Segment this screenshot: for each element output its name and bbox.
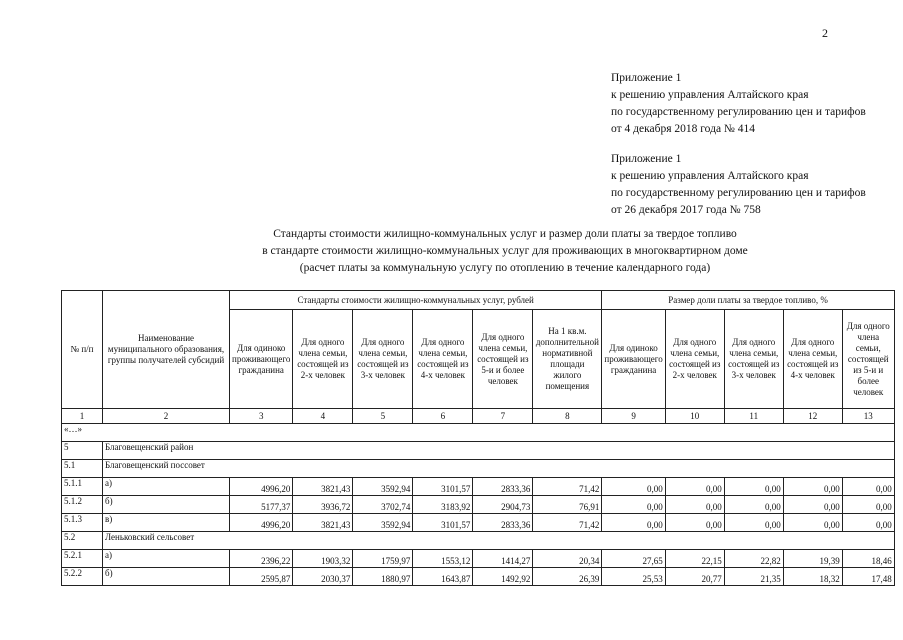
header-share-col: Для одиноко проживающего гражданина (602, 310, 665, 409)
ellipsis-row: «…» (62, 424, 895, 442)
row-code: 5.1.1 (62, 478, 103, 496)
table-cell: 22,82 (724, 550, 783, 568)
table-cell: 18,46 (842, 550, 894, 568)
table-cell: 0,00 (842, 496, 894, 514)
table-cell: 3702,74 (353, 496, 413, 514)
column-number: 9 (602, 409, 665, 424)
column-number: 5 (353, 409, 413, 424)
table-cell: 4996,20 (230, 514, 293, 532)
row-code: 5.2.1 (62, 550, 103, 568)
table-cell: 0,00 (665, 514, 724, 532)
table-row (62, 514, 895, 532)
header-number: № п/п (62, 291, 103, 409)
table-cell: 0,00 (602, 496, 665, 514)
header-std-col: Для одного члена семьи, состоящей из 3-х человек (353, 310, 413, 409)
table-cell: 1553,12 (413, 550, 473, 568)
column-number: 8 (533, 409, 602, 424)
table-cell: 0,00 (665, 478, 724, 496)
table-cell: 0,00 (783, 478, 842, 496)
table-row (62, 478, 895, 496)
table-row (62, 496, 895, 514)
appendix-current (611, 70, 866, 138)
row-label: в) (103, 514, 230, 532)
table-cell: 4996,20 (230, 478, 293, 496)
appendix-previous-line4: от 26 декабря 2017 года № 758 (611, 204, 761, 216)
table-cell: 18,32 (783, 568, 842, 586)
table-cell: 1643,87 (413, 568, 473, 586)
table-cell: 71,42 (533, 514, 602, 532)
table-cell: 2595,87 (230, 568, 293, 586)
table-cell: 3821,43 (293, 478, 353, 496)
section-name: Леньковский сельсовет (103, 532, 895, 550)
table-cell: 0,00 (724, 496, 783, 514)
title-line3: (расчет платы за коммунальную услугу по отоплению в течение календарного года) (299, 262, 711, 274)
table-cell: 0,00 (602, 514, 665, 532)
header-share-col: Для одного члена семьи, состоящей из 4-х человек (783, 310, 842, 409)
column-number: 3 (230, 409, 293, 424)
table-cell: 1414,27 (473, 550, 533, 568)
row-label: б) (103, 568, 230, 586)
column-number: 4 (293, 409, 353, 424)
header-std-col: Для одиноко проживающего гражданина (230, 310, 293, 409)
table-cell: 21,35 (724, 568, 783, 586)
row-label: а) (103, 550, 230, 568)
header-std-col: На 1 кв.м. дополнительной нормативной площади жилого помещения (533, 310, 602, 409)
table-cell: 3592,94 (353, 514, 413, 532)
section-code: 5.2 (62, 532, 103, 550)
table-cell: 0,00 (665, 496, 724, 514)
header-std-col: Для одного члена семьи, состоящей из 5-и и более человек (473, 310, 533, 409)
table-cell: 76,91 (533, 496, 602, 514)
header-std-col: Для одного члена семьи, состоящей из 4-х человек (413, 310, 473, 409)
appendix-current-line3: по государственному регулированию цен и тарифов (611, 106, 866, 118)
table-cell: 3101,57 (413, 478, 473, 496)
table-row (62, 568, 895, 586)
appendix-previous-line3: по государственному регулированию цен и тарифов (611, 187, 866, 199)
table-cell: 0,00 (602, 478, 665, 496)
row-code: 5.2.2 (62, 568, 103, 586)
column-number: 6 (413, 409, 473, 424)
table-row (62, 550, 895, 568)
table-cell: 0,00 (783, 496, 842, 514)
table-cell: 2833,36 (473, 514, 533, 532)
page-number: 2 (822, 26, 828, 40)
table-cell: 2030,37 (293, 568, 353, 586)
table-cell: 1492,92 (473, 568, 533, 586)
table-cell: 3592,94 (353, 478, 413, 496)
table-cell: 25,53 (602, 568, 665, 586)
appendix-previous-line1: Приложение 1 (611, 153, 682, 165)
table-cell: 20,34 (533, 550, 602, 568)
row-label: а) (103, 478, 230, 496)
row-code: 5.1.3 (62, 514, 103, 532)
appendix-previous-line2: к решению управления Алтайского края (611, 170, 809, 182)
table-cell: 0,00 (783, 514, 842, 532)
table-cell: 5177,37 (230, 496, 293, 514)
row-code: 5.1.2 (62, 496, 103, 514)
table-cell: 22,15 (665, 550, 724, 568)
table-cell: 2396,22 (230, 550, 293, 568)
document-title (225, 226, 785, 277)
appendix-previous (611, 151, 866, 219)
row-label: б) (103, 496, 230, 514)
table-cell: 0,00 (842, 514, 894, 532)
section-name: Благовещенский район (103, 442, 895, 460)
column-number: 2 (103, 409, 230, 424)
table-cell: 0,00 (842, 478, 894, 496)
table-cell: 3183,92 (413, 496, 473, 514)
table-cell: 3936,72 (293, 496, 353, 514)
header-share-col: Для одного члена семьи, состоящей из 5-и и более человек (842, 310, 894, 409)
table-cell: 0,00 (724, 514, 783, 532)
table-cell: 2833,36 (473, 478, 533, 496)
table-cell: 26,39 (533, 568, 602, 586)
appendix-current-line1: Приложение 1 (611, 72, 682, 84)
header-group-share: Размер доли платы за твердое топливо, % (602, 291, 894, 310)
section-code: 5 (62, 442, 103, 460)
title-line2: в стандарте стоимости жилищно-коммунальных услуг для проживающих в многоквартирном доме (262, 245, 748, 257)
standards-table (61, 290, 895, 586)
column-number: 10 (665, 409, 724, 424)
table-cell: 1903,32 (293, 550, 353, 568)
table-cell: 2904,73 (473, 496, 533, 514)
header-name: Наименование муниципального образования, группы получателей субсидий (103, 291, 230, 409)
table-cell: 19,39 (783, 550, 842, 568)
table-cell: 27,65 (602, 550, 665, 568)
table-cell: 0,00 (724, 478, 783, 496)
column-number: 11 (724, 409, 783, 424)
title-line1: Стандарты стоимости жилищно-коммунальных услуг и размер доли платы за твердое топливо (273, 228, 737, 240)
table-cell: 1759,97 (353, 550, 413, 568)
column-number: 7 (473, 409, 533, 424)
column-number: 13 (842, 409, 894, 424)
table-cell: 3821,43 (293, 514, 353, 532)
table-cell: 3101,57 (413, 514, 473, 532)
appendix-current-line2: к решению управления Алтайского края (611, 89, 809, 101)
column-number: 12 (783, 409, 842, 424)
table-cell: 17,48 (842, 568, 894, 586)
section-code: 5.1 (62, 460, 103, 478)
appendix-current-line4: от 4 декабря 2018 года № 414 (611, 123, 756, 135)
header-std-col: Для одного члена семьи, состоящей из 2-х человек (293, 310, 353, 409)
header-share-col: Для одного члена семьи, состоящей из 3-х человек (724, 310, 783, 409)
section-name: Благовещенский поссовет (103, 460, 895, 478)
table-cell: 71,42 (533, 478, 602, 496)
column-number: 1 (62, 409, 103, 424)
table-cell: 20,77 (665, 568, 724, 586)
header-group-standards: Стандарты стоимости жилищно-коммунальных услуг, рублей (230, 291, 602, 310)
table-cell: 1880,97 (353, 568, 413, 586)
header-share-col: Для одного члена семьи, состоящей из 2-х человек (665, 310, 724, 409)
